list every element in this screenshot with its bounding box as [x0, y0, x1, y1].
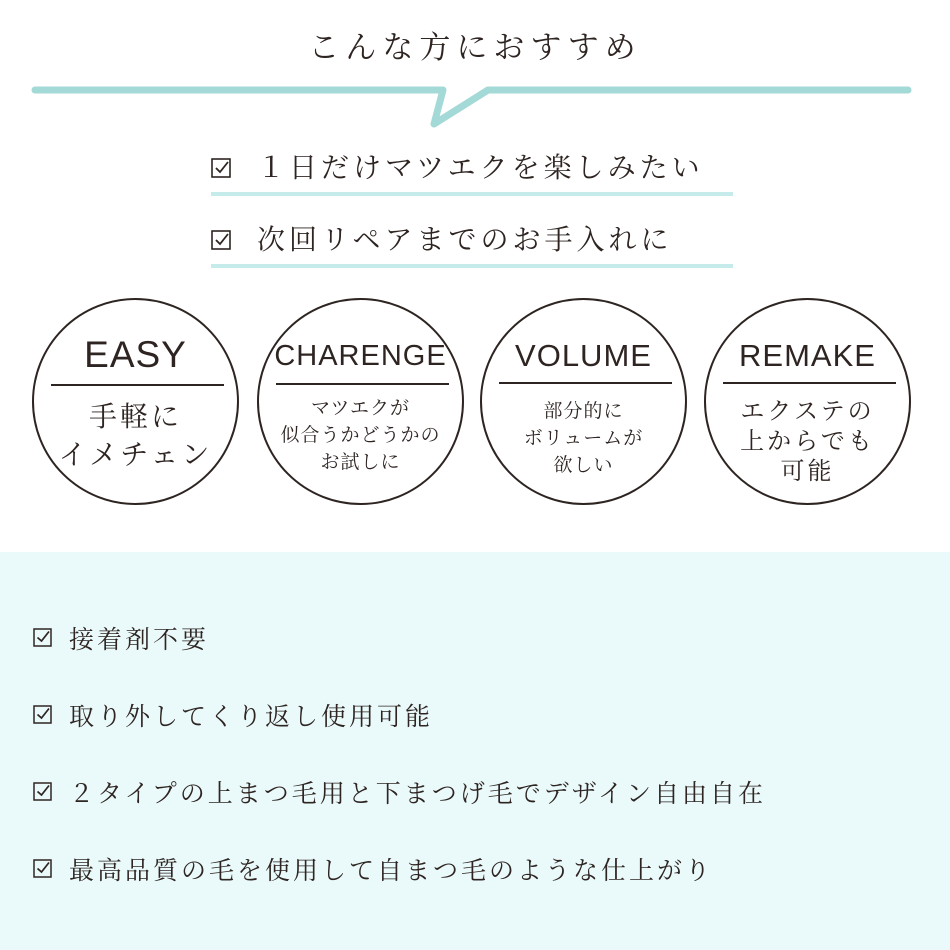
checkbox-icon — [33, 705, 53, 725]
checkbox-icon — [211, 158, 233, 180]
speech-bubble-line — [0, 76, 950, 136]
feature-text: 接着剤不要 — [69, 625, 210, 654]
circle-divider — [276, 383, 449, 385]
recommend-item-1day — [211, 140, 733, 212]
circle-remake — [704, 298, 911, 505]
circle-body: 手軽に イメチェン — [58, 400, 213, 471]
recommend-text: １日だけマツエクを楽しみたい — [257, 151, 704, 184]
circle-divider — [51, 384, 224, 386]
circle-heading: EASY — [84, 334, 187, 375]
circle-volume — [480, 298, 687, 505]
text-underline — [211, 264, 733, 268]
circle-heading: VOLUME — [515, 338, 652, 373]
feature-text: 最高品質の毛を使用して自まつ毛のような仕上がり — [69, 856, 714, 885]
feature-circles — [0, 298, 950, 513]
features-section — [0, 552, 950, 950]
section-title: こんな方におすすめ — [308, 30, 642, 66]
circle-heading: REMAKE — [739, 338, 876, 373]
checkbox-icon — [33, 782, 53, 802]
recommend-item-repair — [211, 212, 733, 284]
checkbox-icon — [33, 859, 53, 879]
recommend-list — [211, 140, 733, 284]
checkbox-icon — [33, 628, 53, 648]
circle-heading: CHARENGE — [274, 340, 447, 372]
circle-divider — [499, 382, 672, 384]
feature-text: ２タイプの上まつ毛用と下まつげ毛でデザイン自由自在 — [69, 779, 767, 808]
checkbox-icon — [211, 230, 233, 252]
circle-body: 部分的に ボリュームが 欲しい — [523, 400, 644, 476]
feature-text: 取り外してくり返し使用可能 — [69, 702, 434, 731]
circle-divider — [723, 382, 896, 384]
circle-easy — [32, 298, 239, 505]
circle-charenge — [257, 298, 464, 505]
circle-body: マツエクが 似合うかどうかの お試しに — [280, 397, 441, 473]
circle-body: エクステの 上からでも 可能 — [740, 397, 875, 485]
recommend-text: 次回リペアまでのお手入れに — [257, 223, 673, 256]
text-underline — [211, 192, 733, 196]
